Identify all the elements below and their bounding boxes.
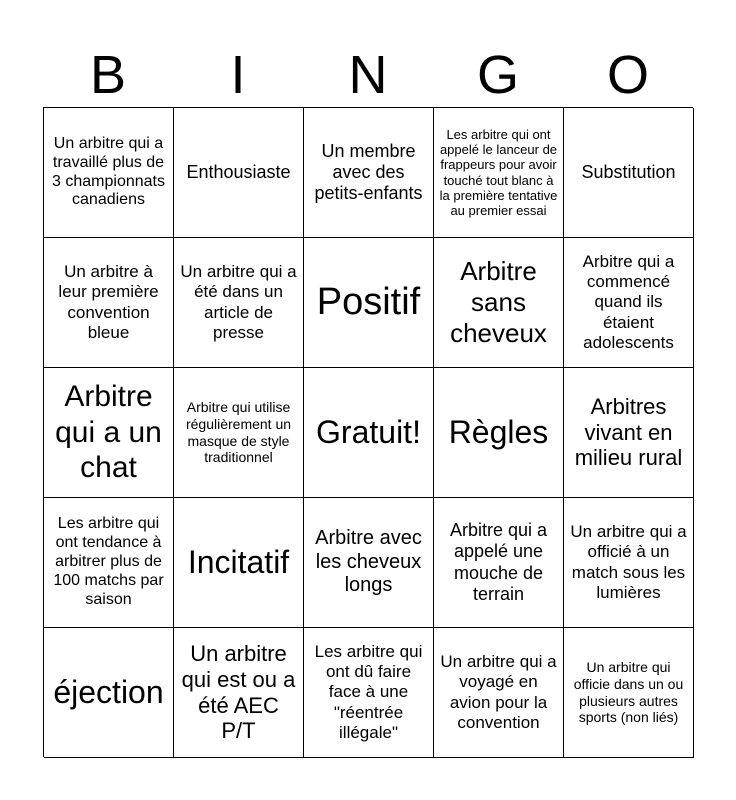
bingo-cell[interactable] bbox=[434, 108, 564, 238]
cell-text: Arbitre avec les cheveux longs bbox=[315, 527, 422, 597]
bingo-cell[interactable] bbox=[174, 108, 304, 238]
bingo-cell[interactable] bbox=[304, 368, 434, 498]
cell-text: Les arbitre qui ont dû faire face à une "réentrée illégale" bbox=[314, 642, 423, 742]
header-letter-b: B bbox=[89, 45, 127, 105]
bingo-cell[interactable] bbox=[564, 628, 694, 758]
bingo-cell[interactable] bbox=[44, 628, 174, 758]
cell-text: Positif bbox=[316, 281, 421, 324]
header-letter-n: N bbox=[348, 45, 388, 105]
bingo-cell[interactable] bbox=[564, 498, 694, 628]
cell-text: Un arbitre qui officie dans un ou plusieurs autres sports (non liés) bbox=[573, 659, 684, 726]
cell-text: Règles bbox=[448, 413, 549, 450]
cell-text: Enthousiaste bbox=[186, 161, 291, 182]
bingo-cell[interactable] bbox=[434, 498, 564, 628]
cell-text: Un arbitre à leur première convention bleue bbox=[58, 262, 159, 342]
header-letter-g: G bbox=[476, 45, 519, 105]
bingo-cell[interactable] bbox=[564, 108, 694, 238]
bingo-cell[interactable] bbox=[304, 238, 434, 368]
cell-text: Arbitre qui a un chat bbox=[55, 380, 162, 485]
cell-text: Un arbitre qui a été dans un article de presse bbox=[180, 262, 297, 342]
bingo-cell[interactable] bbox=[564, 238, 694, 368]
cell-text: Un membre avec des petits-enfants bbox=[314, 140, 423, 204]
bingo-cell[interactable] bbox=[434, 628, 564, 758]
cell-text: Gratuit! bbox=[316, 413, 421, 450]
bingo-cell[interactable] bbox=[434, 368, 564, 498]
header-letter-i: I bbox=[230, 45, 246, 105]
cell-text: Substitution bbox=[581, 161, 676, 182]
bingo-cell[interactable] bbox=[174, 498, 304, 628]
cell-text: Arbitre qui utilise régulièrement un masque de style traditionnel bbox=[185, 399, 292, 466]
cell-text: Un arbitre qui a travaillé plus de 3 championnats canadiens bbox=[52, 134, 165, 209]
cell-text: Arbitre qui a commencé quand ils étaient adolescents bbox=[582, 252, 675, 352]
bingo-cell[interactable] bbox=[434, 238, 564, 368]
cell-text: Arbitre qui a appelé une mouche de terrain bbox=[449, 520, 548, 604]
header-letter-o: O bbox=[606, 45, 649, 105]
bingo-cell[interactable] bbox=[564, 368, 694, 498]
cell-text: Un arbitre qui a voyagé en avion pour la convention bbox=[440, 652, 557, 732]
bingo-cell[interactable] bbox=[174, 368, 304, 498]
cell-text: Arbitre sans cheveux bbox=[450, 256, 547, 348]
bingo-cell[interactable] bbox=[44, 498, 174, 628]
cell-text: éjection bbox=[53, 673, 164, 710]
bingo-cell[interactable] bbox=[304, 108, 434, 238]
bingo-cell[interactable] bbox=[44, 108, 174, 238]
bingo-cell[interactable] bbox=[44, 368, 174, 498]
bingo-cell[interactable] bbox=[44, 238, 174, 368]
cell-text: Incitatif bbox=[187, 543, 290, 580]
cell-text: Les arbitre qui ont appelé le lanceur de frappeurs pour avoir touché tout blanc à la première tentative au premier essai bbox=[439, 126, 558, 219]
cell-text: Les arbitre qui ont tendance à arbitrer plus de 100 matchs par saison bbox=[53, 515, 164, 608]
bingo-cell[interactable] bbox=[174, 628, 304, 758]
bingo-cell[interactable] bbox=[174, 238, 304, 368]
bingo-header bbox=[43, 44, 693, 106]
bingo-grid bbox=[43, 107, 693, 757]
bingo-cell[interactable] bbox=[304, 628, 434, 758]
cell-text: Arbitres vivant en milieu rural bbox=[574, 393, 683, 471]
bingo-cell[interactable] bbox=[304, 498, 434, 628]
cell-text: Un arbitre qui a officié à un match sous les lumières bbox=[570, 522, 687, 602]
cell-text: Un arbitre qui est ou a été AEC P/T bbox=[181, 640, 296, 744]
